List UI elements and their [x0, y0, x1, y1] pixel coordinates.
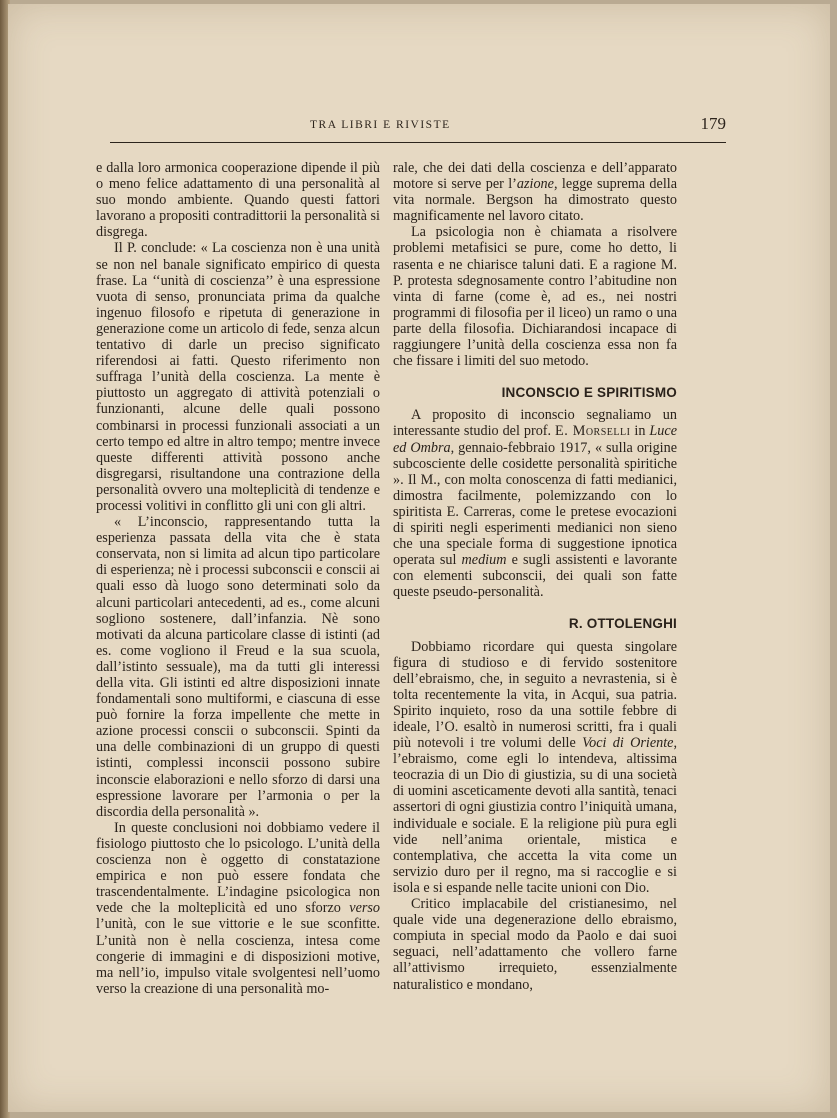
- author-name: E. Morselli: [555, 423, 631, 440]
- paragraph: [393, 407, 677, 600]
- text-run: , gennaio-febbraio 1917, « sulla origine subcosciente delle cosidette personalità spiritiche ». Il M., con molta conoscenza di fatti medianici, dimostra facilmente, polemizzando con lo spiritista E. Carreras, come le pretese evocazioni di spiriti negli esperimenti medianici non sieno che una speciale forma di suggestione ipnotica operata sul: [393, 439, 678, 569]
- paragraph: [393, 160, 677, 224]
- text-run: in: [630, 423, 650, 440]
- left-column: [96, 160, 380, 997]
- text-run: e sugli assistenti e lavorante con elementi subconscii, dei quali son fatte queste pseudo-personalità.: [393, 552, 677, 601]
- page-header: [110, 116, 726, 143]
- running-head: TRA LIBRI E RIVISTE: [310, 119, 451, 131]
- paragraph: La psicologia non è chiamata a risolvere problemi metafisici se pure, come ho detto, li rasenta e ne chiarisce taluni dati. E a ragione M. P. protesta sdegnosamente contro l’abitudine non vinta di farne (come è, ad es., nei nostri programmi di filosofia per il liceo) un ramo o una parte della filosofia. Dichiarandosi incapace di raggiungere l’unità della coscienza essa non fa che fissare i limiti del suo metodo.: [393, 224, 677, 370]
- text-run: l’unità, con le sue vittorie e le sue sconfitte. L’unità non è nella coscienza, intesa come congerie di immagini e di disposizioni motive, ma nell’io, impulso vitale svolgentesi nell’uomo verso la creazione di una personalità mo-: [96, 916, 380, 997]
- paragraph: [96, 820, 380, 997]
- paragraph: Il P. conclude: « La coscienza non è una unità se non nel banale significato empirico di questa frase. La ‘‘unità di coscienza’’ è una espressione vuota di senso, pronunciata prima da qualche ingenuo filosofo e ripetuta di generazione in generazione come un articolo di fede, senza alcun tentativo di darle un preciso significato riferendosi ai fatti. Questo riferimento non suffraga l’unità della coscienza. La mente è piuttosto un aggregato di attività potenziali o funzionanti, alcune delle quali possono combinarsi in processi funzionali associati a un certo tempo ed altre in altro tempo; mentre invece queste differenti attività possono anche disgregarsi, risultandone una contrazione della personalità ovvero una molteplicità di tendenze e processi volitivi in conflitto gli uni con gli altri.: [96, 240, 380, 514]
- text-run: , legge suprema della vita normale. Bergson ha dimostrato questo magnificamente nel lavoro citato.: [393, 176, 678, 225]
- italic-text: Luce ed Ombra: [393, 423, 677, 456]
- paragraph: [393, 639, 677, 897]
- italic-text: azione: [516, 176, 554, 193]
- paragraph: « L’inconscio, rappresentando tutta la esperienza passata della vita che è stata conservata, non si limita ad alcun tipo particolare di esperienza; nè i processi subconscii e conscii ai quali esso dà luogo sono determinati solo da alcuni particolari antecedenti, ad es., come alcuni sogliono sostenere, dall’infanzia. Nè sono motivati da alcuna particolare classe di istinti (ad es. come vogliono il Freud e la sua scuola, dall’istinto sessuale), ma da tutti gli interessi della vita. Gli istinti ed altre disposizioni innate fondamentali sono multiformi, e ciascuna di esse può fornire la forza impellente che mette in azione processi conscii o subconscii. Spinti da una delle combinazioni di un gruppo di questi istinti, complessi inconscii possono subire inconscie elaborazioni e nello sforzo di darsi una espressione lavorare per l’armonia o per la discordia della personalità ».: [96, 514, 380, 820]
- italic-text: medium: [461, 552, 507, 569]
- page-number: 179: [700, 114, 726, 133]
- text-run: A proposito di inconscio segnaliamo un interessante studio del prof.: [393, 407, 677, 440]
- text-run: Dobbiamo ricordare qui questa singolare figura di studioso e di fervido sostenitore dell’ebraismo, che, in seguito a nevrastenia, si è tolta recentemente la vita, in Acqui, sua patria. Spirito inquieto, roso da una sottile febbre di ideale, l’O. esaltò in numerosi scritti, fra i quali più notevoli i tre volumi delle: [393, 638, 677, 752]
- text-run: rale, che dei dati della coscienza e dell’apparato motore si serve per l’: [393, 160, 677, 193]
- section-title: INCONSCIO E SPIRITISMO: [501, 385, 677, 401]
- paragraph: e dalla loro armonica cooperazione dipende il più o meno felice adattamento di una personalità al suo mondo ambiente. Quando questi fattori lavorano a propositi contradittorii la personalità si disgrega.: [96, 160, 380, 241]
- paragraph: Critico implacabile del cristianesimo, nel quale vide una degenerazione dello ebraismo, compiuta in special modo da Paolo e dai suoi seguaci, nell’adattamento che vollero farne all’attivismo irrequieto, essenzialmente naturalistico e mondano,: [393, 896, 677, 993]
- right-column: [393, 160, 677, 993]
- section-title: R. OTTOLENGHI: [568, 616, 677, 632]
- italic-text: verso: [349, 900, 380, 917]
- italic-text: Voci di Oriente: [582, 735, 674, 752]
- text-run: In queste conclusioni noi dobbiamo vedere il fisiologo piuttosto che lo psicologo. L’unità della coscienza non è oggetto di constatazione empirica e non può essere fondata che trascendentalmente. L’indagine psicologica non vede che la molteplicità ed uno sforzo: [96, 819, 380, 917]
- text-run: , l’ebraismo, come egli lo intendeva, altissima teocrazia di un Dio di giustizia, su di una società di uomini asceticamente devoti alla santità, tenaci assertori di ogni giustizia contro l’iniquità umana, individuale e sociale. E la religione più pura egli vide nell’anima orientale, mistica e contemplativa, che accetta la vita come un servizio duro per il regno, ma si raccoglie e si isola e si espande nelle tacite unioni con Dio.: [393, 735, 677, 896]
